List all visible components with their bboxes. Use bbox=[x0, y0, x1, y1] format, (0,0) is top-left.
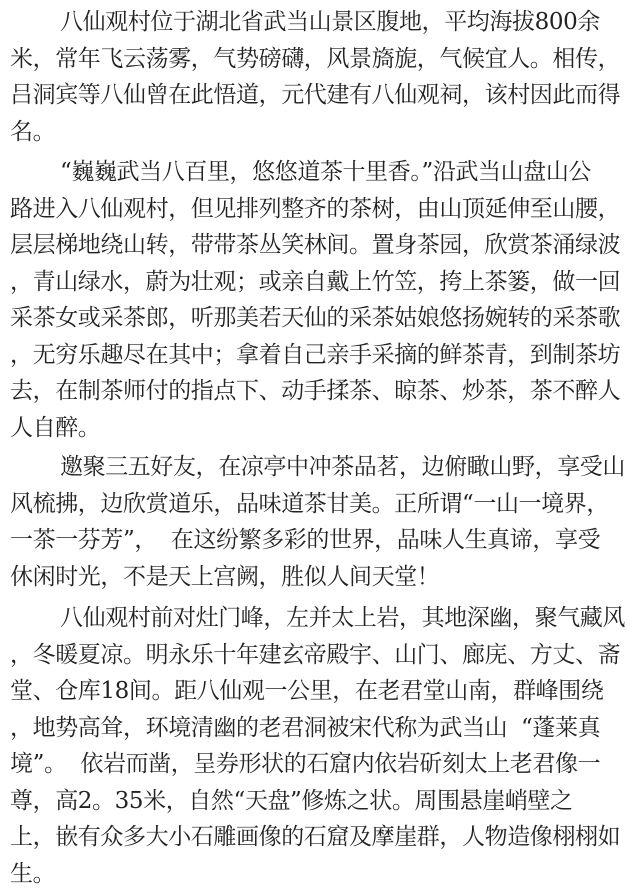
text-line: 人自醉。 bbox=[10, 410, 634, 447]
paragraph-3 bbox=[10, 449, 634, 595]
text-line: 生。 bbox=[10, 856, 634, 892]
text-line: 上，嵌有众多大小石雕画像的石窟及摩崖群，人物造像栩栩如 bbox=[10, 819, 634, 856]
text-line: 层层梯地绕山转，带带茶丛笑林间。置身茶园，欣赏茶涌绿波 bbox=[10, 227, 634, 264]
paragraph-2 bbox=[10, 154, 634, 446]
text-line: ，冬暖夏凉。明永乐十年建玄帝殿宇、山门、廊庑、方丈、斋 bbox=[10, 637, 634, 674]
text-line: ，青山绿水，蔚为壮观；或亲自戴上竹笠，挎上茶篓，做一回 bbox=[10, 264, 634, 301]
text-line: 邀聚三五好友，在凉亭中冲茶品茗，边俯瞰山野，享受山 bbox=[10, 449, 634, 486]
text-line: 风梳拂，边欣赏道乐，品味道茶甘美。正所谓“一山一境界， bbox=[10, 486, 634, 523]
text-line: 采茶女或采茶郎，听那美若天仙的采茶姑娘悠扬婉转的采茶歌 bbox=[10, 300, 634, 337]
text-line: 一茶一芬芳”， 在这纷繁多彩的世界，品味人生真谛，享受 bbox=[10, 522, 634, 559]
text-line: 境”。 依岩而凿，呈券形状的石窟内依岩斫刻太上老君像一 bbox=[10, 746, 634, 783]
text-line: 名。 bbox=[10, 114, 634, 151]
text-line: 八仙观村前对灶门峰，左并太上岩，其地深幽，聚气藏风 bbox=[10, 600, 634, 637]
text-line: 吕洞宾等八仙曾在此悟道，元代建有八仙观祠，该村因此而得 bbox=[10, 77, 634, 114]
paragraph-1 bbox=[10, 4, 634, 150]
text-line: ，地势高耸，环境清幽的老君洞被宋代称为武当山 “蓬莱真 bbox=[10, 710, 634, 747]
text-line: 八仙观村位于湖北省武当山景区腹地，平均海拔800余 bbox=[10, 4, 634, 41]
text-line: 休闲时光，不是天上宫阙，胜似人间天堂！ bbox=[10, 559, 634, 596]
text-line: ，无穷乐趣尽在其中；拿着自己亲手采摘的鲜茶青，到制茶坊 bbox=[10, 337, 634, 374]
text-line: “巍巍武当八百里，悠悠道茶十里香。”沿武当山盘山公 bbox=[10, 154, 634, 191]
text-line: 路进入八仙观村，但见排列整齐的茶树，由山顶延伸至山腰， bbox=[10, 191, 634, 228]
text-line: 米，常年飞云荡雾，气势磅礴，风景旖旎，气候宜人。相传， bbox=[10, 41, 634, 78]
text-line: 堂、仓库18间。距八仙观一公里，在老君堂山南，群峰围绕 bbox=[10, 673, 634, 710]
text-line: 尊，高2。35米，自然“天盘”修炼之状。周围悬崖峭壁之 bbox=[10, 783, 634, 820]
paragraph-4 bbox=[10, 600, 634, 892]
text-line: 去，在制茶师付的指点下、动手揉茶、晾茶、炒茶，茶不醉人 bbox=[10, 373, 634, 410]
